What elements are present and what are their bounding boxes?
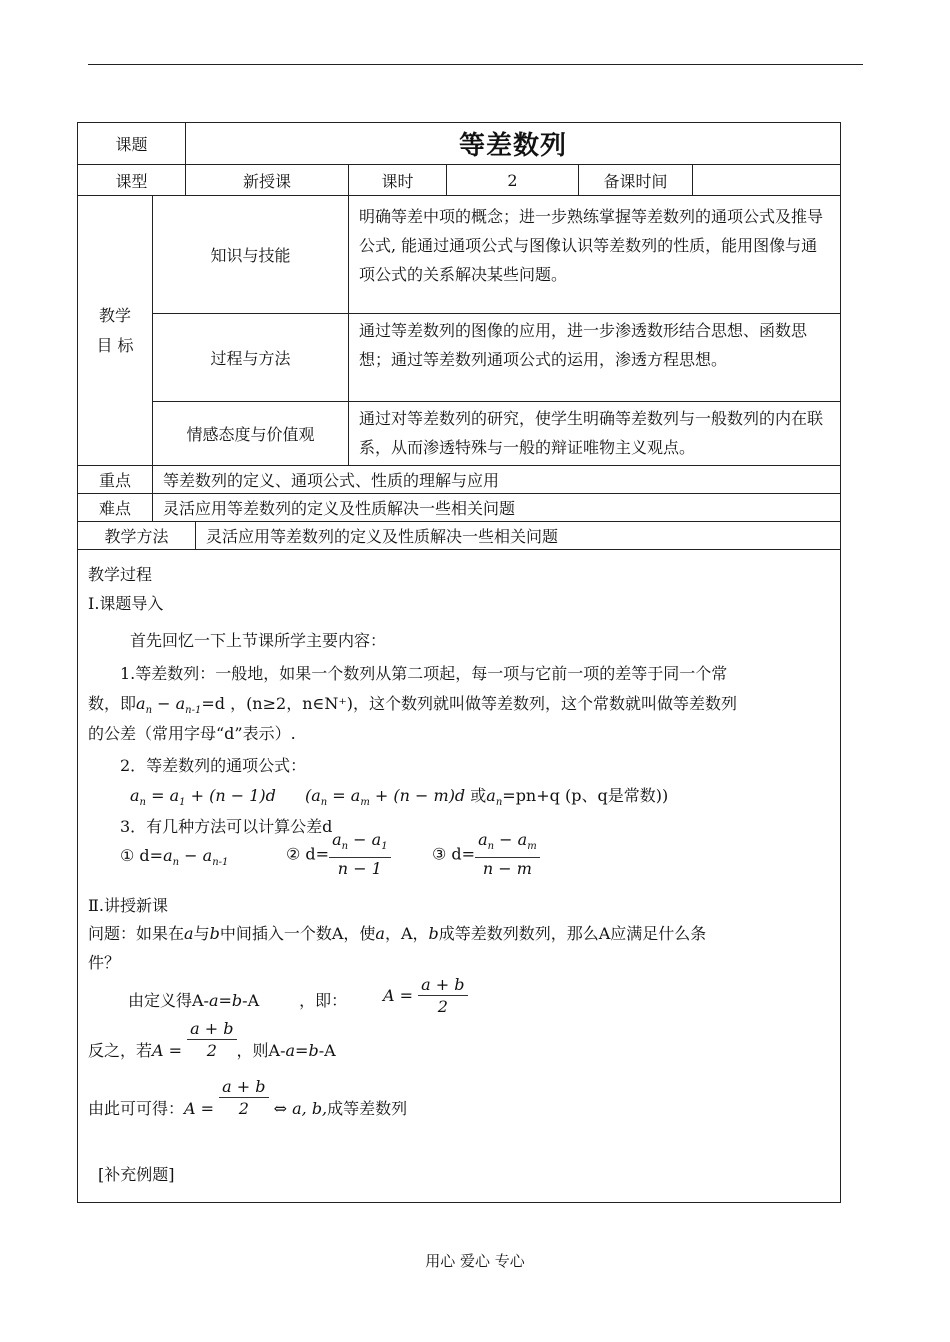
item-1-line-c: 的公差（常用字母“d”表示）. [88,724,296,743]
item-1-line-a: 1.等差数列：一般地，如果一个数列从第二项起，每一项与它前一项的差等于同一个常 [120,664,728,683]
result-line: 由此可可得：A = $\frac{a + b}{2}$ ⇔ a, b,成等差数列 [88,1077,408,1118]
method-1 [120,846,228,868]
conv-part-b: ，则A- [236,1041,286,1060]
difficulty-text: 灵活应用等差数列的定义及性质解决一些相关问题 [163,499,516,518]
conv-part-a: 反之，若 [88,1041,153,1060]
item-2: 2．等差数列的通项公式： [120,756,307,775]
method-row [78,522,840,550]
method-2 [286,830,391,880]
key-text: 等差数列的定义、通项公式、性质的理解与应用 [163,471,500,490]
def-part-d: ，即： [299,991,348,1010]
formula-an2: $a_n$ [486,786,503,808]
goals-label: 教学 目 标 [78,196,153,465]
supplementary-examples: [补充例题] [98,1165,175,1184]
formula-am: ($a_n = a_m + (n - m)d$ [304,786,466,808]
hours-value: 2 [447,165,579,195]
question-line-a [88,921,706,944]
section-1-title: Ⅰ.课题导入 [88,594,164,613]
var-a: a [184,924,194,943]
method-2-fraction: $\frac{a_n - a_1}{n - 1}$ [329,830,391,880]
goals-block [78,196,840,466]
result-part-b: 成等差数列 [327,1099,408,1118]
goal-label-attitude: 情感态度与价值观 [153,402,349,465]
question-part-e: 成等差数列数列，那么A应满足什么条 [438,924,707,943]
general-term-formula [130,783,668,808]
var-a2: a [375,924,385,943]
method-text: 灵活应用等差数列的定义及性质解决一些相关问题 [206,527,559,546]
result-part-a: 由此可可得： [88,1099,185,1118]
method-1-expr: $a_n - a_{n-1}$ [163,846,229,868]
method-3-label: ③ d= [432,844,476,864]
page-footer: 用心 爱心 专心 [425,1252,525,1270]
goal-label-process: 过程与方法 [153,314,349,401]
goal-text-attitude: 通过对等差数列的研究，使学生明确等差数列与一般数列的内在联系，从而渗透特殊与一般的辩证唯物主义观点。 [359,409,824,457]
type-row [78,165,840,196]
formula-an: $a_n = a_1 + (n - 1)d$ [130,786,276,808]
goal-row-knowledge [153,196,840,314]
method-3 [432,830,540,880]
prep-label: 备课时间 [579,165,693,195]
process-heading: 教学过程 [88,565,153,584]
lesson-title: 等差数列 [458,131,567,161]
hours-label: 课时 [349,165,447,195]
goal-text-process: 通过等差数列的图像的应用，进一步渗透数形结合思想、函数思想；通过等差数列通项公式的运用，渗透方程思想。 [359,321,808,369]
method-3-fraction: $\frac{a_n - a_m}{n - m}$ [475,830,540,880]
question-line-b: 件？ [88,953,121,972]
difficulty-label: 难点 [78,494,153,521]
item-3: 3．有几种方法可以计算公差d [120,817,333,836]
question-part-b: 与 [193,924,210,943]
def-part-c: -A [242,991,260,1010]
method-label: 教学方法 [78,522,196,549]
method-2-label: ② d= [286,844,330,864]
definition-line: 由定义得A-a=b-A ，即： [128,991,348,1010]
an-minus-an1: $a_n - a_{n-1}$ [136,694,202,716]
converse-line: 反之，若A = $\frac{a + b}{2}$ ，则A-a=b-A [88,1019,336,1060]
item-1-line-b [88,691,737,716]
goal-row-process [153,314,840,402]
var-b2: b [428,924,439,943]
question-part-d: ，A， [384,924,429,943]
topic-row [78,123,840,165]
item-1-b-pre: 数，即 [88,694,137,713]
intro-text: 首先回忆一下上节课所学主要内容： [130,631,387,650]
def-part-a: 由定义得A- [128,991,209,1010]
question-part-a: 问题：如果在 [88,924,185,943]
def-part-b: = [218,991,232,1010]
key-label: 重点 [78,466,153,493]
goal-row-attitude [153,402,840,465]
type-label: 课型 [78,165,186,195]
method-1-label: ① d= [120,846,164,865]
conv-part-c: = [295,1041,309,1060]
definition-formula: A = $\frac{a + b}{2}$ [383,975,468,1018]
difficulty-row [78,494,840,522]
lesson-plan-table [77,122,841,1203]
goal-label-knowledge: 知识与技能 [153,196,349,313]
type-value: 新授课 [186,165,349,195]
topic-label: 课题 [78,123,186,164]
formula-or: 或 [470,786,487,805]
key-row [78,466,840,494]
prep-value [693,165,840,195]
var-b: b [209,924,220,943]
conv-part-d: -A [318,1041,336,1060]
formula-tail: =pn+q (p、q是常数)) [502,786,669,805]
teaching-process [78,550,840,1202]
header-rule [88,64,863,65]
item-1-b-post: =d ，(n≥2，n∈N⁺)，这个数列就叫做等差数列，这个常数就叫做等差数列 [201,694,738,713]
goal-text-knowledge: 明确等差中项的概念；进一步熟练掌握等差数列的通项公式及推导公式, 能通过通项公式与图像认识等差数列的性质，能用图像与通项公式的关系解决某些问题。 [359,207,824,284]
question-part-c: 中间插入一个数A，使 [219,924,376,943]
section-2-title: Ⅱ.讲授新课 [88,896,168,915]
